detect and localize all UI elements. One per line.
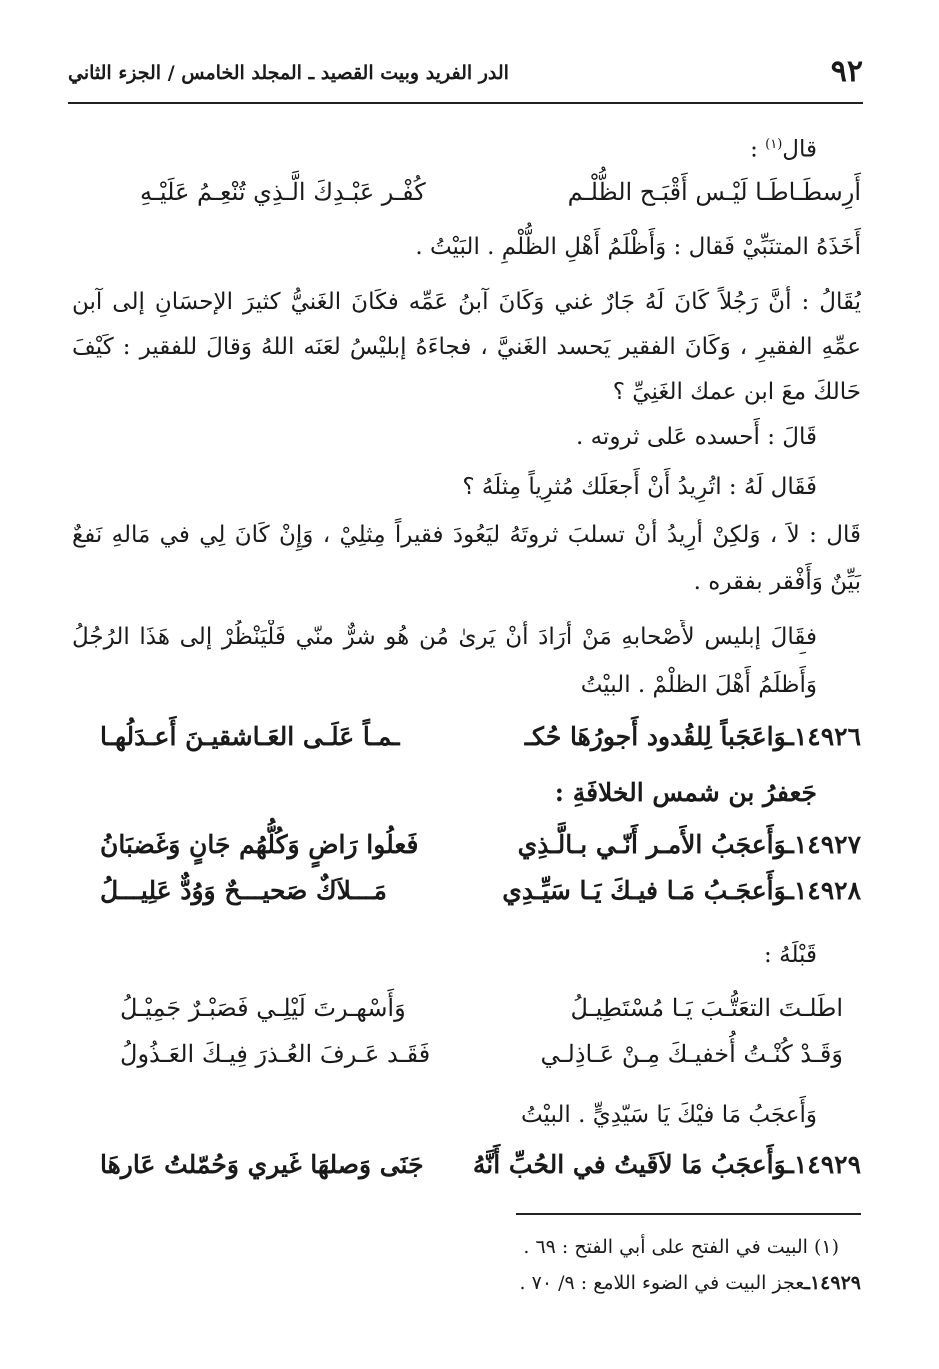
verse-b [100, 1040, 861, 1080]
story-line: بَيِّنٌ وَأَفْقر بفقره . [693, 569, 861, 595]
footnote-2-text: عجز البيت في الضوء اللامع : ٩/ ٧٠ . [519, 1272, 805, 1294]
mutanabbi-line: أَخَذَهُ المتنَبِّيْ فَقال : وَأَظْلَمُ أَهْلِ الظُّلْمِ . البَيْتُ . [415, 234, 861, 260]
story-line: وَأَظلَمُ أَهْلَ الظلْمْ . البيْتُ [580, 672, 817, 698]
verse-14928 [100, 876, 861, 916]
verse-first-hemistich: ١٤٩٢٩ـوَأَعجَبُ مَا لاَقَيتُ في الحُبِّ أَنَّهُ [472, 1150, 861, 1179]
page-number: ٩٢ [830, 54, 863, 89]
story-line: قَال : لاَ ، وَلكِنْ أُرِيدُ أَنْ تسلبَ ثروتَهُ ليَعُودَ فقيراً مِثلِيْ ، وَإِنْ كَانَ لِي في مَالهِ نَفعٌ [72, 522, 861, 548]
verse-first-hemistich: اطَلـتَ التعَتُّـبَ يَـا مُسْتَطِيـلُ [570, 994, 843, 1022]
verse-second-hemistich: مَـــلاَكٌ صَحيـــحٌ وَوُدٌّ عَلِيـــلُ [100, 876, 387, 905]
verse-number: ١٤٩٢٦ـ [786, 722, 861, 751]
verse-c: وَأَعجَبُ مَا فيْكَ يَا سَيّدِيٍّ . البيْتُ [520, 1102, 817, 1128]
verse-second-hemistich: فَعلُوا رَاضٍ وَكُلُّهُم جَانٍ وَغَضبَانُ [100, 830, 419, 859]
verse-first-hemistich: ١٤٩٢٦ـوَاعَجَباً لِلقُدود أَجورُهَا حُكـ [524, 722, 861, 751]
story-line: فَقَال لَهُ : اتُرِيدُ أَنْ أَجعَلَك مُثرِياً مِثلَهُ ؟ [462, 474, 817, 500]
running-title: الدر الفريد وبيت القصيد ـ المجلد الخامس / الجزء الثاني [68, 62, 509, 84]
story-line: عمِّهِ الفقيرِ ، وَكَانَ الفقير يَحسد الغَنيَّ ، فجاءَهُ إبليْسُ لعَنَه اللهُ وَقالَ للفقير : كَيْفَ [72, 334, 861, 360]
page-header [68, 52, 863, 96]
verse-second-hemistich: كُفْـر عَبْـدِكَ الَّـذِي تُنْعِـمُ عَلَيْـهِ [140, 178, 426, 206]
footnote-2 [520, 1272, 861, 1294]
intro-line [72, 128, 817, 167]
verse-14926 [100, 722, 861, 762]
verse-number: ١٤٩٢٧ـ [786, 830, 861, 859]
verse-14929 [100, 1150, 861, 1190]
header-rule [68, 102, 863, 104]
verse-number: ١٤٩٢٨ـ [786, 876, 861, 905]
story-line: قَالَ : أَحسده عَلى ثروته . [575, 424, 817, 450]
story-line: يُقَالُ : أَنَّ رَجُلاً كَانَ لَهُ جَارٌ غني وَكَانَ آبنُ عَمِّه فكَانَ الغَنيُّ كثيرَ الإحسَانِ إلى آبن [72, 289, 861, 315]
verse-second-hemistich: ـمـاً عَلَـى العَـاشقيـنَ أَعـدَلُهـا [100, 722, 400, 751]
verse-number: ١٤٩٢٩ـ [786, 1150, 861, 1179]
verse-second-hemistich: جَنَى وَصلهَا غَيري وَحُمّلتُ عَارهَا [100, 1150, 424, 1179]
story-line: فقَالَ إبليس لأَصْحابهِ مَنْ أَرَادَ أَنْ يَرىٰ مُن هُو شرٌّ منّي فَلْيَنْظُرْ إلى هَذَا الرُجُلُ [72, 624, 817, 650]
footnote-verse-number: ١٤٩٢٩ـ [804, 1272, 861, 1294]
verse-aristotle [100, 178, 861, 218]
verse-second-hemistich: فَقَـد عَـرفَ العُـذرَ فِيـكَ العَـذُولُ [120, 1040, 431, 1068]
footnote-rule [516, 1213, 861, 1215]
verse-first-hemistich: ١٤٩٢٨ـوَأَعجَـبُ مَـا فيـكَ يَـا سَيِّـدِي [502, 876, 861, 905]
intro-label: قال [782, 136, 817, 163]
intro-colon: : [750, 136, 766, 163]
verse-first-hemistich: أَرِسطَـاطَـا لَيْـس أَقْبَـح الظُّلْـم [567, 178, 861, 206]
verse-second-hemistich: وَأَسْهـرتَ لَيْلِـي فَصَبْـرٌ جَمِيْـلُ [120, 994, 406, 1022]
qablahu-line: قَبْلَهُ : [764, 942, 817, 968]
verse-first-hemistich: وَقَـدْ كُنْـتُ أُخفيـكَ مِـنْ عَـاذِلـي [540, 1040, 843, 1068]
verse-14927 [100, 830, 861, 870]
poet-line: جَعفرُ بن شمس الخلافَةِ : [554, 778, 817, 807]
verse-first-hemistich: ١٤٩٢٧ـوَأَعجَبُ الأَمـر أَنّـي بـالَّـذِي [517, 830, 861, 859]
story-line: حَالكَ معَ ابن عمك الغَنِيِّ ؟ [612, 379, 861, 405]
footnote-ref[interactable]: (١) [765, 137, 783, 152]
footnote-1: (١) البيت في الفتح على أبي الفتح : ٦٩ . [523, 1236, 839, 1258]
verse-a [100, 994, 861, 1034]
